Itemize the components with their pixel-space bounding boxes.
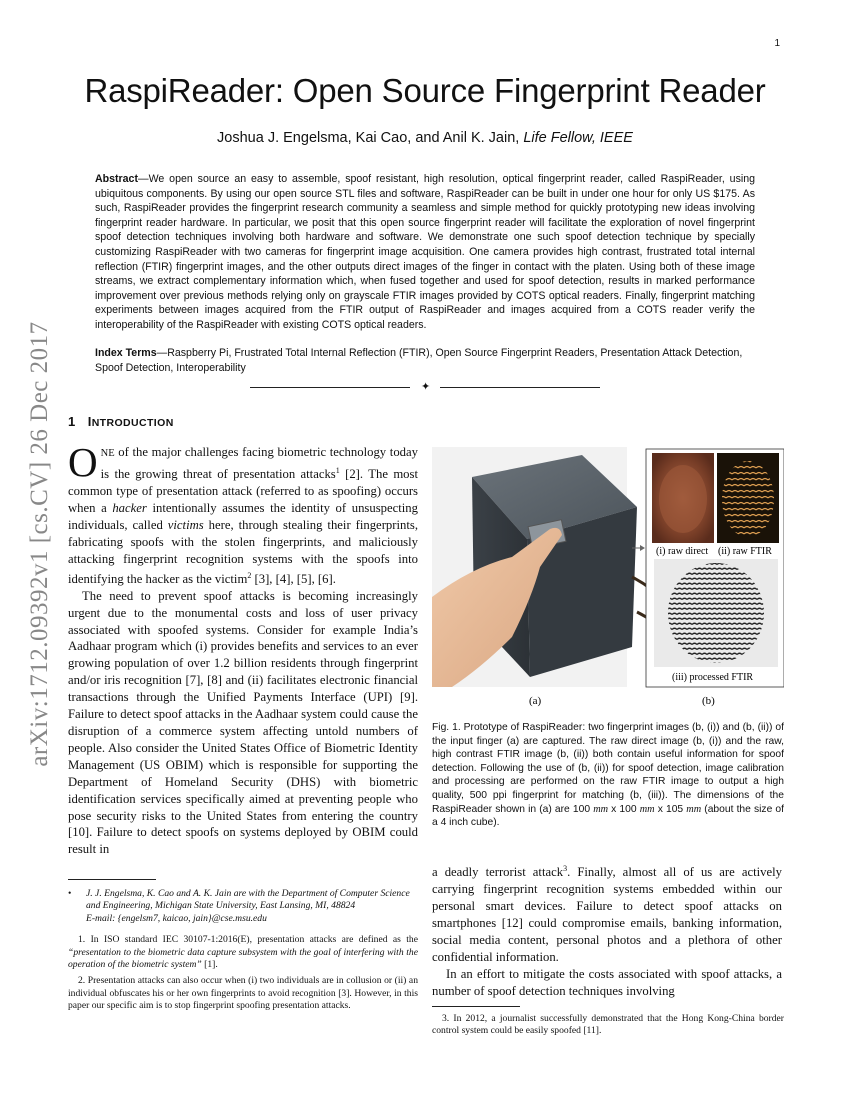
raw-ftir-ridges bbox=[722, 461, 774, 537]
paper-title: RaspiReader: Open Source Fingerprint Reader bbox=[84, 72, 766, 109]
left-column bbox=[68, 439, 418, 858]
direct-finger-shape bbox=[659, 465, 707, 533]
footnote-rule bbox=[68, 879, 156, 880]
section-heading bbox=[68, 414, 174, 429]
section-number: 1 bbox=[68, 414, 76, 429]
footnote-2: 2. Presentation attacks can also occur when (i) two individuals are in collusion or (ii) an individual obfuscates his or her own fingerprints to avoid recognition [3]. However, in this paper our specific aim is to stop fingerprint spoofing presentation attacks. bbox=[68, 975, 418, 1012]
processed-ftir-ridges bbox=[668, 563, 764, 663]
caption-text-c: x 105 bbox=[654, 803, 687, 815]
footnotes-left bbox=[68, 888, 418, 1013]
affiliation-note bbox=[68, 888, 418, 925]
footnote-3 bbox=[432, 1013, 784, 1038]
term-victims: victims bbox=[167, 517, 204, 532]
author-list bbox=[0, 130, 850, 146]
affiliation-text: J. J. Engelsma, K. Cao and A. K. Jain are with the Department of Computer Science and Engineering, Michigan State University, East Lansing, MI, 48824 bbox=[86, 888, 410, 912]
section-divider bbox=[250, 380, 600, 394]
intro-p1-text-e: [3], [4], [5], [6]. bbox=[251, 571, 336, 586]
intro-p1-text-c: intentionally assumes the identity of unsuspecting individuals, called bbox=[68, 500, 418, 532]
abstract-label: Abstract bbox=[95, 173, 138, 185]
footnote-1 bbox=[68, 934, 418, 971]
footnote-3-text: 3. In 2012, a journalist successfully demonstrated that the Hong Kong-China border control system could be easily spoofed [11]. bbox=[432, 1013, 784, 1037]
intro-p1-text-a: of the major challenges facing biometric technology today is the growing threat of presentation attacks bbox=[100, 445, 418, 482]
label-processed-ftir: (iii) processed FTIR bbox=[672, 672, 754, 683]
label-raw-direct: (i) raw direct bbox=[656, 546, 709, 557]
label-b: (b) bbox=[702, 695, 715, 707]
diamond-icon: ✦ bbox=[421, 381, 431, 393]
label-raw-ftir: (ii) raw FTIR bbox=[718, 546, 772, 557]
right-p1-text-b: . Finally, almost all of us are actively carrying fingerprint recognition systems embedded within our personal smart devices. Failure to detect spoof attacks on smartphones [12] could compromise emails, banking information, social media content, personal photos and a plethora of other confidential information. bbox=[432, 865, 782, 964]
unit-mm-2: mm bbox=[639, 803, 655, 815]
drop-cap: O bbox=[68, 439, 98, 485]
affiliation-email: E-mail: {engelsm7, kaicao, jain}@cse.msu.edu bbox=[86, 912, 267, 924]
right-paragraph-2: In an effort to mitigate the costs associated with spoof attacks, a number of spoof detection techniques involving bbox=[432, 966, 782, 998]
right-column bbox=[432, 861, 782, 999]
arxiv-stamp: arXiv:1712.09392v1 [cs.CV] 26 Dec 2017 bbox=[26, 321, 53, 767]
intro-paragraph-2: The need to prevent spoof attacks is becoming increasingly urgent due to the monumental costs and loss of user privacy associated with spoofed systems. Consider for example India’s Aadhaar program which (i) provides benefits and services to an ever growing population of over 1.2 billion residents through fingerprint and/or iris recognition [7], [8] and (ii) facilitates electronic financial transactions through the Unified Payments Interface (UPI) [9]. Failure to detect spoof attacks in the Aadhaar system could cause the disruption of a commerce system affecting untold numbers of people. Also consider the United States Office of Biometric Identity Management (US OBIM) which is responsible for supporting the Department of Homeland Security (DHS) with biometric identification services specifically aimed at preventing people who pose security risks to the United States from entering the country [10]. Failure to detect spoofs on systems deployed by OBIM could result in bbox=[68, 588, 418, 857]
footnote-1-text-a: 1. In ISO standard IEC 30107-1:2016(E), presentation attacks are defined as the bbox=[78, 934, 418, 946]
unit-mm-3: mm bbox=[686, 803, 702, 815]
intro-p1-text-d: here, through stealing their fingerprints, fabricating spoofs with the stolen fingerprints, and maliciously attacking fingerprint recognition systems with the spoofs into identifying the hacker as the victim bbox=[68, 517, 418, 586]
label-a: (a) bbox=[529, 695, 542, 707]
figure-caption bbox=[432, 721, 784, 830]
footnote-rule-right bbox=[432, 1006, 520, 1007]
index-terms-label: Index Terms bbox=[95, 347, 157, 359]
abstract bbox=[95, 172, 755, 333]
intro-paragraph-1 bbox=[68, 439, 418, 588]
section-title-first: I bbox=[87, 414, 92, 429]
divider-line-left bbox=[250, 387, 410, 388]
index-terms bbox=[95, 346, 755, 375]
bullet-icon: • bbox=[68, 888, 72, 899]
footnote-ref-2: 2 bbox=[247, 570, 252, 580]
caption-text-b: x 100 bbox=[608, 803, 640, 815]
index-terms-text: —Raspberry Pi, Frustrated Total Internal Reflection (FTIR), Open Source Fingerprint Readers, Presentation Attack Detection, Spoof Detection, Interoperability bbox=[95, 347, 743, 374]
section-title-rest: NTRODUCTION bbox=[91, 417, 174, 429]
footnote-ref-3: 3 bbox=[563, 864, 568, 873]
abstract-text: —We open source an easy to assemble, spoof resistant, high resolution, optical fingerprint reader, called RaspiReader, using ubiquitous components. By using our open source STL files and software, RaspiReader can be built in under one hour for only US $175. As such, RaspiReader provides the fingerprint research community a seamless and simple method for quickly prototyping new ideas involving fingerprint reader hardware. In particular, we posit that this open source fingerprint reader will facilitate the exploration of novel fingerprint spoof detection techniques involving both hardware and software. We demonstrate one such spoof detection technique by specially customizing RaspiReader with two cameras for fingerprint image acquisition. One camera provides high contrast, frustrated total internal reflection (FTIR) fingerprint images, and the other outputs direct images of the finger in contact with the platen. Using both of these image streams, we extract complementary information which, when fused together and used for spoof detection, results in marked performance improvement over previous methods relying only on grayscale FTIR images provided by COTS optical readers. Finally, fingerprint matching experiments between images acquired from the FTIR output of RaspiReader and images acquired from a COTS reader verify the interoperability of the RaspiReader with existing COTS optical readers. bbox=[95, 173, 755, 331]
figure-1 bbox=[432, 447, 784, 709]
footnote-ref-1: 1 bbox=[335, 465, 340, 475]
page-number: 1 bbox=[774, 38, 780, 49]
unit-mm-1: mm bbox=[593, 803, 609, 815]
caption-text-a: Fig. 1. Prototype of RaspiReader: two fingerprint images (b, (i)) and (b, (ii)) of the input finger (a) are captured. The raw direct image (b, (i)) and the raw, high contrast FTIR image (b, (ii)) both contain useful information for spoof detection. Following the use of (b, (ii)) for spoof detection, image calibration and processing are performed on the raw FTIR image to output a high quality, 500 ppi fingerprint for matching (b, (iii)). The dimensions of the RaspiReader shown in (a) are 100 bbox=[432, 722, 784, 815]
right-paragraph-1 bbox=[432, 861, 782, 966]
footnote-1-text-b: [1]. bbox=[201, 959, 218, 971]
divider-line-right bbox=[440, 387, 600, 388]
smallcaps-word: NE bbox=[100, 448, 115, 459]
footnote-1-quote: “presentation to the biometric data capture subsystem with the goal of interfering with the operation of the biometric system” bbox=[68, 946, 418, 971]
author-names: Joshua J. Engelsma, Kai Cao, and Anil K. Jain, bbox=[217, 130, 524, 146]
term-hacker: hacker bbox=[112, 500, 147, 515]
author-fellow-suffix: Life Fellow, IEEE bbox=[523, 130, 633, 146]
arrow-head-icon bbox=[640, 545, 645, 551]
caption-text-d: (about the size of a 4 inch cube). bbox=[432, 803, 785, 829]
right-p1-text-a: a deadly terrorist attack bbox=[432, 865, 564, 880]
intro-p1-text-b: [2]. The most common type of presentation attack (referred to as spoofing) occurs when a bbox=[68, 467, 418, 515]
